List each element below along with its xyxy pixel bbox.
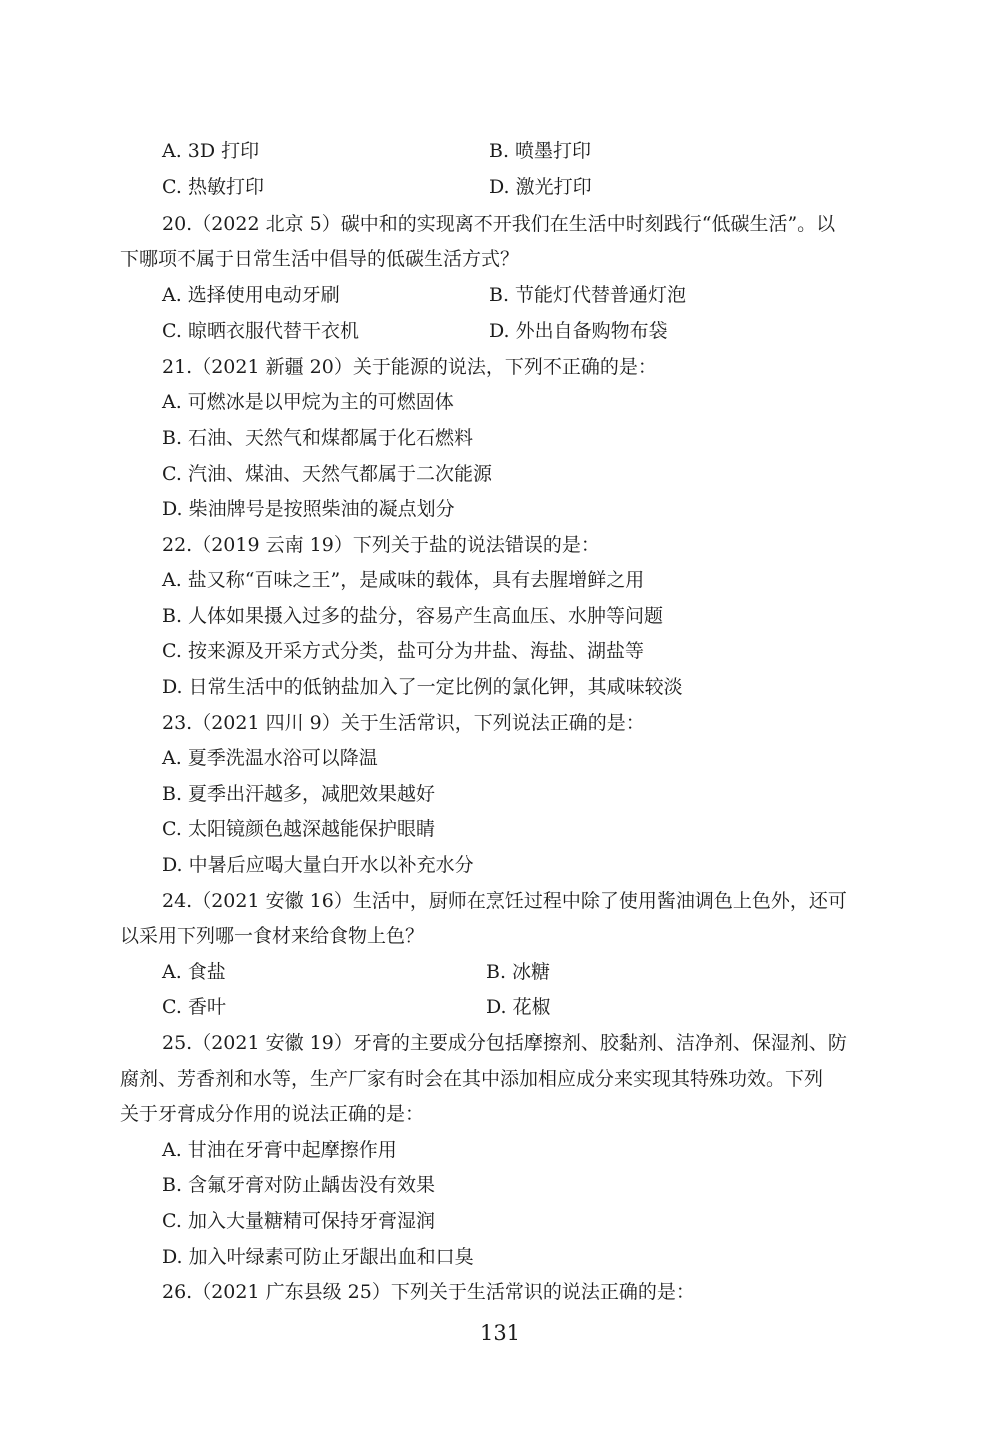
q21-option-c: C. 汽油、煤油、天然气都属于二次能源 bbox=[162, 463, 492, 485]
q20-stem-line1: 20.（2022 北京 5）碳中和的实现离不开我们在生活中时刻践行“低碳生活”。以 bbox=[162, 213, 836, 235]
q23-option-c: C. 太阳镜颜色越深越能保护眼睛 bbox=[162, 818, 435, 840]
q25-stem-line3: 关于牙膏成分作用的说法正确的是： bbox=[120, 1103, 425, 1125]
q22-option-b: B. 人体如果摄入过多的盐分，容易产生高血压、水肿等问题 bbox=[162, 605, 664, 627]
q24-stem-line2: 以采用下列哪一食材来给食物上色？ bbox=[120, 925, 425, 947]
page-number: 131 bbox=[479, 1321, 521, 1345]
q22-option-c: C. 按来源及开采方式分类，盐可分为井盐、海盐、湖盐等 bbox=[162, 640, 644, 662]
q21-option-a: A. 可燃冰是以甲烷为主的可燃固体 bbox=[162, 391, 454, 413]
q25-stem-line1: 25.（2021 安徽 19）牙膏的主要成分包括摩擦剂、胶黏剂、洁净剂、保湿剂、防 bbox=[162, 1032, 847, 1054]
q21-option-b: B. 石油、天然气和煤都属于化石燃料 bbox=[162, 427, 474, 449]
q24-stem-line1: 24.（2021 安徽 16）生活中，厨师在烹饪过程中除了使用酱油调色上色外，还可 bbox=[162, 890, 847, 912]
q25-option-a: A. 甘油在牙膏中起摩擦作用 bbox=[162, 1139, 397, 1161]
q22-option-d: D. 日常生活中的低钠盐加入了一定比例的氯化钾，其咸味较淡 bbox=[162, 676, 683, 698]
q19-option-d: D. 激光打印 bbox=[489, 176, 592, 198]
q22-stem: 22.（2019 云南 19）下列关于盐的说法错误的是： bbox=[162, 534, 600, 556]
q20-option-b: B. 节能灯代替普通灯泡 bbox=[489, 284, 687, 306]
q25-option-c: C. 加入大量糖精可保持牙膏湿润 bbox=[162, 1210, 435, 1232]
q24-option-c: C. 香叶 bbox=[162, 996, 226, 1018]
q19-option-c: C. 热敏打印 bbox=[162, 176, 264, 198]
q20-option-d: D. 外出自备购物布袋 bbox=[489, 320, 668, 342]
q26-stem: 26.（2021 广东县级 25）下列关于生活常识的说法正确的是： bbox=[162, 1281, 695, 1303]
q24-option-d: D. 花椒 bbox=[486, 996, 551, 1018]
q25-option-b: B. 含氟牙膏对防止龋齿没有效果 bbox=[162, 1174, 436, 1196]
q23-stem: 23.（2021 四川 9）关于生活常识，下列说法正确的是： bbox=[162, 712, 645, 734]
q24-option-a: A. 食盐 bbox=[162, 961, 226, 983]
q22-option-a: A. 盐又称“百味之王”，是咸味的载体，具有去腥增鲜之用 bbox=[162, 569, 645, 591]
q25-option-d: D. 加入叶绿素可防止牙龈出血和口臭 bbox=[162, 1246, 474, 1268]
q20-option-c: C. 晾晒衣服代替干衣机 bbox=[162, 320, 359, 342]
q23-option-b: B. 夏季出汗越多，减肥效果越好 bbox=[162, 783, 436, 805]
q23-option-a: A. 夏季洗温水浴可以降温 bbox=[162, 747, 378, 769]
q20-option-a: A. 选择使用电动牙刷 bbox=[162, 284, 340, 306]
q24-option-b: B. 冰糖 bbox=[486, 961, 551, 983]
q19-option-b: B. 喷墨打印 bbox=[489, 140, 592, 162]
q19-option-a: A. 3D 打印 bbox=[162, 140, 260, 162]
q23-option-d: D. 中暑后应喝大量白开水以补充水分 bbox=[162, 854, 474, 876]
q21-stem: 21.（2021 新疆 20）关于能源的说法，下列不正确的是： bbox=[162, 356, 657, 378]
q21-option-d: D. 柴油牌号是按照柴油的凝点划分 bbox=[162, 498, 455, 520]
q20-stem-line2: 下哪项不属于日常生活中倡导的低碳生活方式？ bbox=[120, 248, 520, 270]
q25-stem-line2: 腐剂、芳香剂和水等，生产厂家有时会在其中添加相应成分来实现其特殊功效。下列 bbox=[120, 1068, 824, 1090]
